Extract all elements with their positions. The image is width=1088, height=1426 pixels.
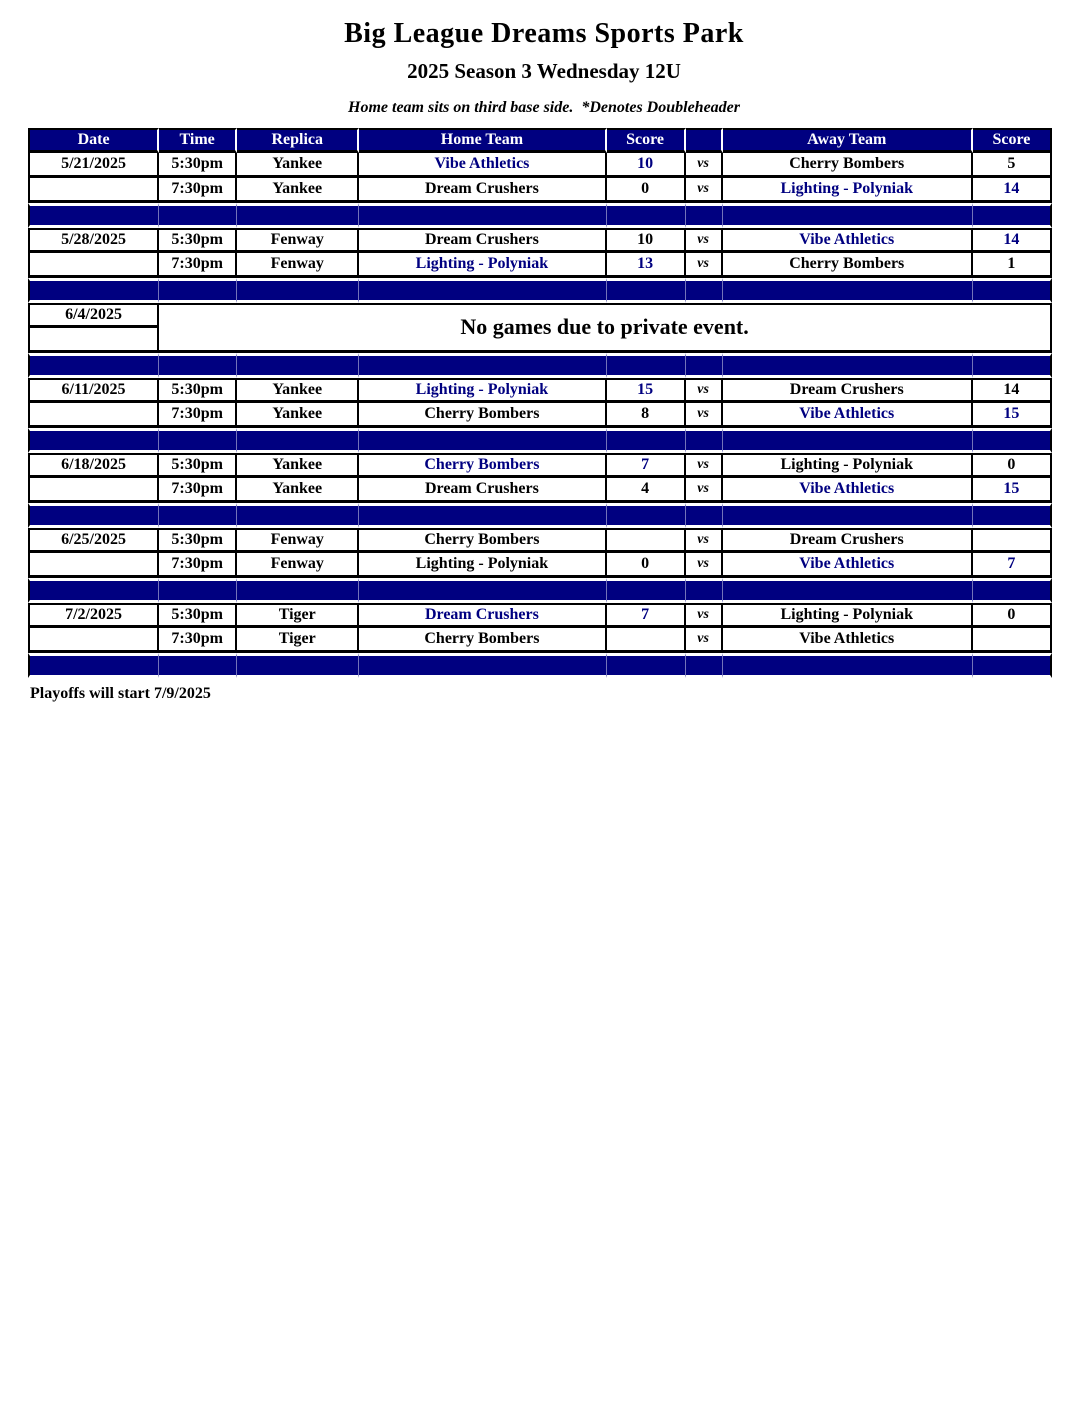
separator-cell: [237, 203, 359, 228]
col-header-replica: Replica: [237, 128, 359, 153]
time-cell: 7:30pm: [159, 553, 237, 578]
game-row: [28, 478, 1052, 503]
replica-cell: Yankee: [237, 403, 359, 428]
date-cell: 6/18/2025: [28, 453, 159, 478]
home-score-cell: 10: [607, 153, 686, 178]
replica-cell: Fenway: [237, 228, 359, 253]
game-row: [28, 253, 1052, 278]
separator-cell: [359, 653, 606, 678]
date-cell: 7/2/2025: [28, 603, 159, 628]
schedule-body: [28, 153, 1052, 678]
separator-cell: [359, 428, 606, 453]
separator-cell: [237, 428, 359, 453]
time-cell: 5:30pm: [159, 603, 237, 628]
replica-cell: Fenway: [237, 253, 359, 278]
header-row: [28, 128, 1052, 153]
vs-label: vs: [686, 528, 723, 553]
separator-cell: [607, 653, 686, 678]
vs-label: vs: [686, 453, 723, 478]
time-cell: 7:30pm: [159, 178, 237, 203]
away-score-cell: 1: [973, 253, 1052, 278]
separator-cell: [723, 578, 973, 603]
col-header-vs: [686, 128, 723, 153]
separator-cell: [607, 353, 686, 378]
away-team-cell: Lighting - Polyniak: [723, 603, 973, 628]
vs-label: vs: [686, 178, 723, 203]
time-cell: 5:30pm: [159, 453, 237, 478]
away-score-cell: 0: [973, 453, 1052, 478]
separator-cell: [686, 353, 723, 378]
replica-cell: Yankee: [237, 178, 359, 203]
away-team-cell: Vibe Athletics: [723, 478, 973, 503]
separator-cell: [607, 503, 686, 528]
game-row: [28, 453, 1052, 478]
separator-cell: [359, 503, 606, 528]
game-row: [28, 528, 1052, 553]
vs-label: vs: [686, 603, 723, 628]
home-score-cell: 13: [607, 253, 686, 278]
game-row: [28, 553, 1052, 578]
game-row: [28, 628, 1052, 653]
season-title: 2025 Season 3 Wednesday 12U: [407, 59, 681, 83]
game-row: [28, 153, 1052, 178]
date-cell: 6/11/2025: [28, 378, 159, 403]
replica-cell: Yankee: [237, 478, 359, 503]
away-score-cell: 15: [973, 478, 1052, 503]
page-title: Big League Dreams Sports Park: [344, 18, 744, 49]
date-cell: 6/4/2025: [28, 303, 159, 328]
col-header-home-team: Home Team: [359, 128, 606, 153]
vs-label: vs: [686, 553, 723, 578]
separator-cell: [723, 653, 973, 678]
home-score-cell: 7: [607, 603, 686, 628]
separator-cell: [973, 278, 1052, 303]
away-score-cell: 7: [973, 553, 1052, 578]
schedule-document: [0, 18, 1088, 703]
separator-cell: [159, 353, 237, 378]
replica-cell: Tiger: [237, 628, 359, 653]
separator-cell: [607, 203, 686, 228]
home-score-cell: 8: [607, 403, 686, 428]
separator-cell: [359, 203, 606, 228]
vs-label: vs: [686, 153, 723, 178]
time-cell: 5:30pm: [159, 378, 237, 403]
away-team-cell: Vibe Athletics: [723, 403, 973, 428]
separator-cell: [28, 428, 159, 453]
separator-row: [28, 653, 1052, 678]
separator-cell: [723, 353, 973, 378]
time-cell: 7:30pm: [159, 403, 237, 428]
vs-label: vs: [686, 628, 723, 653]
home-score-cell: [607, 528, 686, 553]
home-team-cell: Cherry Bombers: [359, 528, 606, 553]
vs-label: vs: [686, 478, 723, 503]
separator-cell: [159, 503, 237, 528]
separator-cell: [237, 353, 359, 378]
separator-row: [28, 353, 1052, 378]
separator-cell: [359, 278, 606, 303]
col-header-away-team: Away Team: [723, 128, 973, 153]
game-row: [28, 603, 1052, 628]
separator-cell: [159, 653, 237, 678]
date-cell: [28, 628, 159, 653]
home-team-cell: Dream Crushers: [359, 603, 606, 628]
separator-cell: [359, 353, 606, 378]
away-score-cell: [973, 528, 1052, 553]
separator-cell: [237, 278, 359, 303]
game-row: [28, 378, 1052, 403]
separator-row: [28, 503, 1052, 528]
time-cell: 7:30pm: [159, 253, 237, 278]
separator-cell: [723, 203, 973, 228]
replica-cell: Yankee: [237, 378, 359, 403]
away-team-cell: Cherry Bombers: [723, 153, 973, 178]
home-team-cell: Lighting - Polyniak: [359, 253, 606, 278]
time-cell: 5:30pm: [159, 228, 237, 253]
replica-cell: Fenway: [237, 553, 359, 578]
away-team-cell: Vibe Athletics: [723, 553, 973, 578]
separator-cell: [723, 503, 973, 528]
separator-cell: [237, 578, 359, 603]
home-score-cell: 7: [607, 453, 686, 478]
home-team-cell: Dream Crushers: [359, 178, 606, 203]
away-score-cell: 14: [973, 378, 1052, 403]
separator-cell: [237, 653, 359, 678]
separator-cell: [28, 653, 159, 678]
home-score-cell: [607, 628, 686, 653]
separator-cell: [28, 353, 159, 378]
away-team-cell: Dream Crushers: [723, 378, 973, 403]
separator-cell: [159, 428, 237, 453]
home-team-cell: Cherry Bombers: [359, 403, 606, 428]
replica-cell: Tiger: [237, 603, 359, 628]
home-score-cell: 0: [607, 178, 686, 203]
separator-cell: [28, 203, 159, 228]
home-team-cell: Lighting - Polyniak: [359, 553, 606, 578]
separator-row: [28, 428, 1052, 453]
game-row: [28, 403, 1052, 428]
separator-cell: [686, 428, 723, 453]
separator-row: [28, 203, 1052, 228]
home-team-cell: Vibe Athletics: [359, 153, 606, 178]
separator-cell: [686, 578, 723, 603]
vs-label: vs: [686, 253, 723, 278]
game-row: [28, 228, 1052, 253]
special-event-cell: No games due to private event.: [159, 303, 1052, 353]
separator-cell: [159, 203, 237, 228]
separator-cell: [28, 503, 159, 528]
date-cell: 5/28/2025: [28, 228, 159, 253]
away-score-cell: 15: [973, 403, 1052, 428]
playoffs-note: Playoffs will start 7/9/2025: [30, 685, 211, 702]
home-score-cell: 0: [607, 553, 686, 578]
home-team-cell: Dream Crushers: [359, 478, 606, 503]
separator-cell: [686, 503, 723, 528]
date-cell: 6/25/2025: [28, 528, 159, 553]
separator-cell: [723, 278, 973, 303]
separator-cell: [237, 503, 359, 528]
separator-cell: [973, 503, 1052, 528]
date-cell: [28, 478, 159, 503]
vs-label: vs: [686, 403, 723, 428]
col-header-time: Time: [159, 128, 237, 153]
info-note: Home team sits on third base side. *Denotes Doubleheader: [348, 99, 740, 116]
separator-cell: [686, 278, 723, 303]
separator-row: [28, 278, 1052, 303]
away-team-cell: Vibe Athletics: [723, 628, 973, 653]
separator-cell: [359, 578, 606, 603]
separator-cell: [159, 278, 237, 303]
separator-cell: [973, 578, 1052, 603]
away-score-cell: 14: [973, 228, 1052, 253]
col-header-home-score: Score: [607, 128, 686, 153]
away-score-cell: [973, 628, 1052, 653]
home-score-cell: 15: [607, 378, 686, 403]
away-score-cell: 5: [973, 153, 1052, 178]
time-cell: 5:30pm: [159, 528, 237, 553]
vs-label: vs: [686, 378, 723, 403]
away-team-cell: Vibe Athletics: [723, 228, 973, 253]
special-event-row: [28, 303, 1052, 328]
away-score-cell: 14: [973, 178, 1052, 203]
away-score-cell: 0: [973, 603, 1052, 628]
home-team-cell: Cherry Bombers: [359, 453, 606, 478]
away-team-cell: Dream Crushers: [723, 528, 973, 553]
replica-cell: Yankee: [237, 153, 359, 178]
separator-cell: [686, 653, 723, 678]
home-team-cell: Dream Crushers: [359, 228, 606, 253]
date-cell: 5/21/2025: [28, 153, 159, 178]
separator-cell: [973, 353, 1052, 378]
date-cell: [28, 178, 159, 203]
time-cell: 5:30pm: [159, 153, 237, 178]
col-header-away-score: Score: [973, 128, 1052, 153]
separator-cell: [607, 428, 686, 453]
home-score-cell: 10: [607, 228, 686, 253]
separator-cell: [686, 203, 723, 228]
col-header-date: Date: [28, 128, 159, 153]
separator-row: [28, 578, 1052, 603]
separator-cell: [973, 653, 1052, 678]
date-cell: [28, 553, 159, 578]
away-team-cell: Lighting - Polyniak: [723, 178, 973, 203]
separator-cell: [607, 278, 686, 303]
replica-cell: Fenway: [237, 528, 359, 553]
away-team-cell: Cherry Bombers: [723, 253, 973, 278]
separator-cell: [973, 428, 1052, 453]
home-team-cell: Cherry Bombers: [359, 628, 606, 653]
date-cell: [28, 403, 159, 428]
home-team-cell: Lighting - Polyniak: [359, 378, 606, 403]
separator-cell: [973, 203, 1052, 228]
replica-cell: Yankee: [237, 453, 359, 478]
separator-cell: [28, 278, 159, 303]
schedule-table: [28, 128, 1052, 678]
time-cell: 7:30pm: [159, 478, 237, 503]
away-team-cell: Lighting - Polyniak: [723, 453, 973, 478]
date-cell: [28, 253, 159, 278]
game-row: [28, 178, 1052, 203]
home-score-cell: 4: [607, 478, 686, 503]
separator-cell: [28, 578, 159, 603]
separator-cell: [159, 578, 237, 603]
date-cell: [28, 328, 159, 353]
time-cell: 7:30pm: [159, 628, 237, 653]
separator-cell: [607, 578, 686, 603]
vs-label: vs: [686, 228, 723, 253]
separator-cell: [723, 428, 973, 453]
